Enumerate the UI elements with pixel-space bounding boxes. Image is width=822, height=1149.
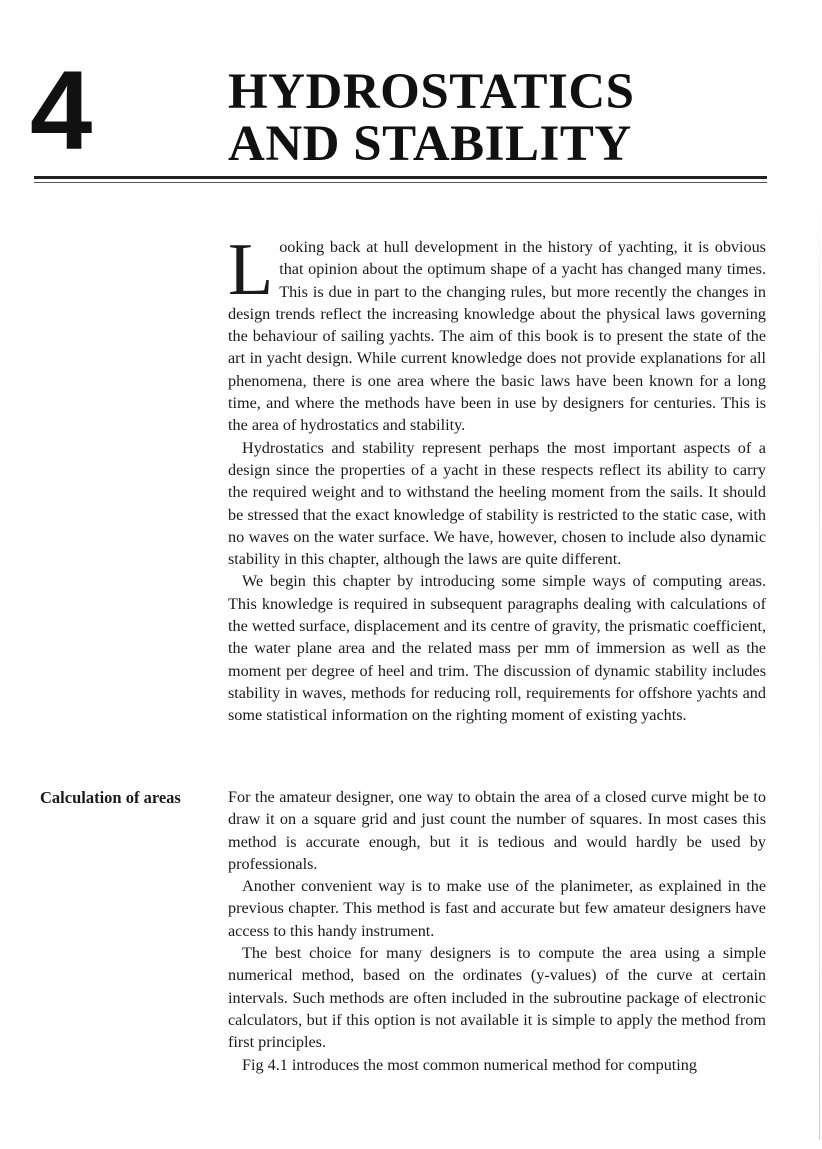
areas-paragraph-4: Fig 4.1 introduces the most common numerical method for computing <box>242 1055 697 1074</box>
areas-paragraph-2: Another convenient way is to make use of the planimeter, as explained in the previous chapter. This method is fast and accurate but few amateur designers have access to this handy instrument. <box>228 877 766 940</box>
section-heading-calculation-of-areas: Calculation of areas <box>40 788 181 807</box>
intro-paragraph-3: We begin this chapter by introducing some simple ways of computing areas. This knowledge is required in subsequent paragraphs dealing with calculations of the wetted surface, displacement and its centre of gravity, the prismatic coefficient, the water plane area and the related mass per mm of immersion as well as the moment per degree of heel and trim. The discussion of dynamic stability includes stability in waves, methods for reducing roll, requirements for offshore yachts and some statistical information on the righting moment of existing yachts. <box>228 572 766 725</box>
scan-edge-shadow <box>819 200 820 1140</box>
chapter-title-line-2: AND STABILITY <box>228 116 632 172</box>
chapter-number: 4 <box>30 48 93 173</box>
areas-section <box>228 786 766 1076</box>
intro-paragraph-1 <box>228 229 766 437</box>
intro-section <box>228 229 766 727</box>
drop-cap: L <box>228 229 274 311</box>
chapter-title <box>228 66 635 170</box>
chapter-title-line-1: HYDROSTATICS <box>228 64 635 120</box>
intro-paragraph-1-text: ooking back at hull development in the history of yachting, it is obvious that opinion about the optimum shape of a yacht has changed many times. This is due in part to the changing rules, but more recently the changes in design trends reflect the increasing knowledge about the physical laws governing the behaviour of sailing yachts. The aim of this book is to present the state of the art in yacht design. While current knowledge does not provide explanations for all phenomena, there is one area where the basic laws have been known for a long time, and where the methods have been in use by designers for centuries. This is the area of hydrostatics and stability. <box>228 238 766 435</box>
header-rule-thick <box>34 176 767 179</box>
intro-paragraph-2: Hydrostatics and stability represent perhaps the most important aspects of a design since the properties of a yacht in these respects reflect its ability to carry the required weight and to withstand the heeling moment from the sails. It should be stressed that the exact knowledge of stability is restricted to the static case, with no waves on the water surface. We have, however, chosen to include also dynamic stability in this chapter, although the laws are quite different. <box>228 438 766 569</box>
header-rule-thin <box>34 182 767 183</box>
areas-paragraph-3: The best choice for many designers is to compute the area using a simple numerical method, based on the ordinates (y-values) of the curve at certain intervals. Such methods are often included in the subroutine package of electronic calculators, but if this option is not available it is simple to apply the method from first principles. <box>228 944 766 1052</box>
areas-paragraph-1: For the amateur designer, one way to obtain the area of a closed curve might be to draw it on a square grid and just count the number of squares. In most cases this method is accurate enough, but it is tedious and would hardly be used by professionals. <box>228 788 766 873</box>
